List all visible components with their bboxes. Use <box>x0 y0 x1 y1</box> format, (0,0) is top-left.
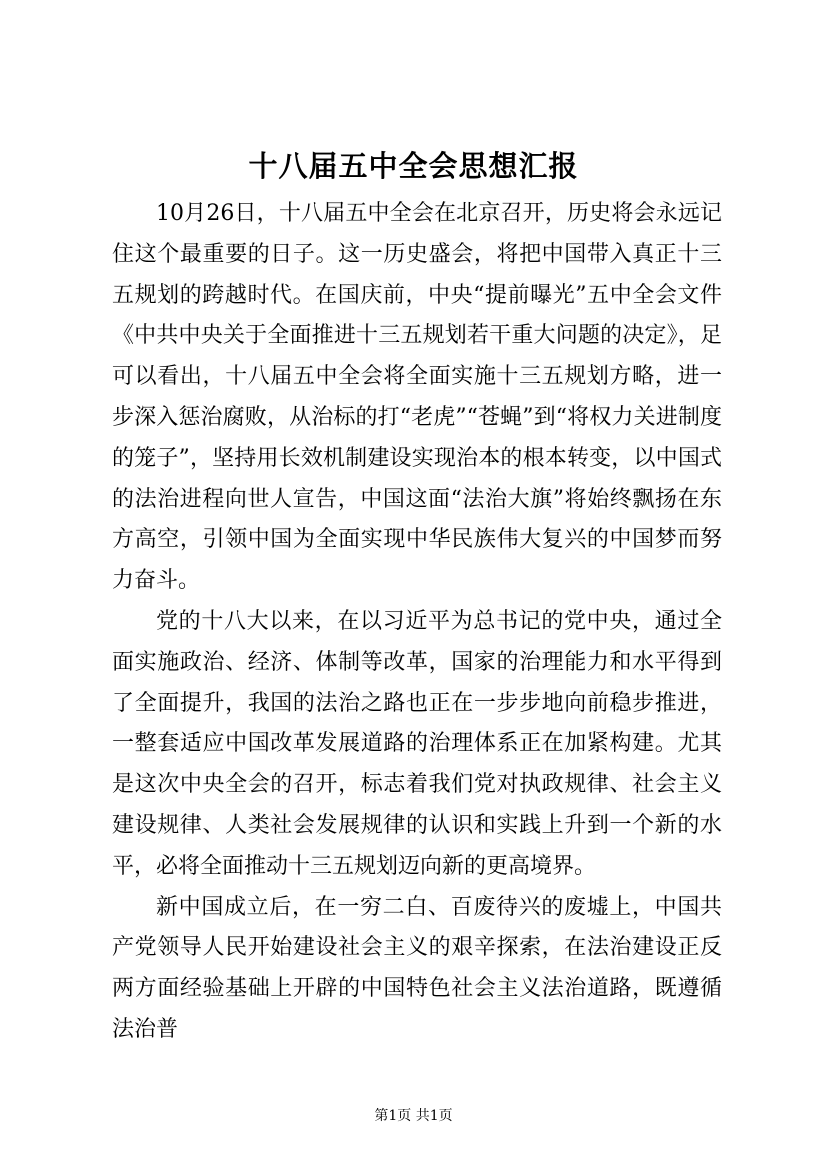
document-title: 十八届五中全会思想汇报 <box>248 149 579 183</box>
page-footer: 第1页 共1页 <box>374 1108 453 1124</box>
document-body <box>112 194 722 1051</box>
paragraph-3: 新中国成立后，在一穷二白、百废待兴的废墟上，中国共产党领导人民开始建设社会主义的艰辛探索，在法治建设正反两方面经验基础上开辟的中国特色社会主义法治道路，既遵循法治普 <box>112 894 722 1042</box>
paragraph-2: 党的十八大以来，在以习近平为总书记的党中央，通过全面实施政治、经济、体制等改革，国家的治理能力和水平得到了全面提升，我国的法治之路也正在一步步地向前稳步推进，一整套适应中国改革发展道路的治理体系正在加紧构建。尤其是这次中央全会的召开，标志着我们党对执政规律、社会主义建设规律、人类社会发展规律的认识和实践上升到一个新的水平，必将全面推动十三五规划迈向新的更高境界。 <box>112 608 722 879</box>
paragraph-1: 10月26日，十八届五中全会在北京召开，历史将会永远记住这个最重要的日子。这一历史盛会，将把中国带入真正十三五规划的跨越时代。在国庆前，中央“提前曝光”五中全会文件《中共中央关于全面推进十三五规划若干重大问题的决定》，足可以看出，十八届五中全会将全面实施十三五规划方略，进一步深入惩治腐败，从治标的打“老虎”“苍蝇”到“将权力关进制度的笼子”，坚持用长效机制建设实现治本的根本转变，以中国式的法治进程向世人宣告，中国这面“法治大旗”将始终飘扬在东方高空，引领中国为全面实现中华民族伟大复兴的中国梦而努力奋斗。 <box>112 201 722 594</box>
